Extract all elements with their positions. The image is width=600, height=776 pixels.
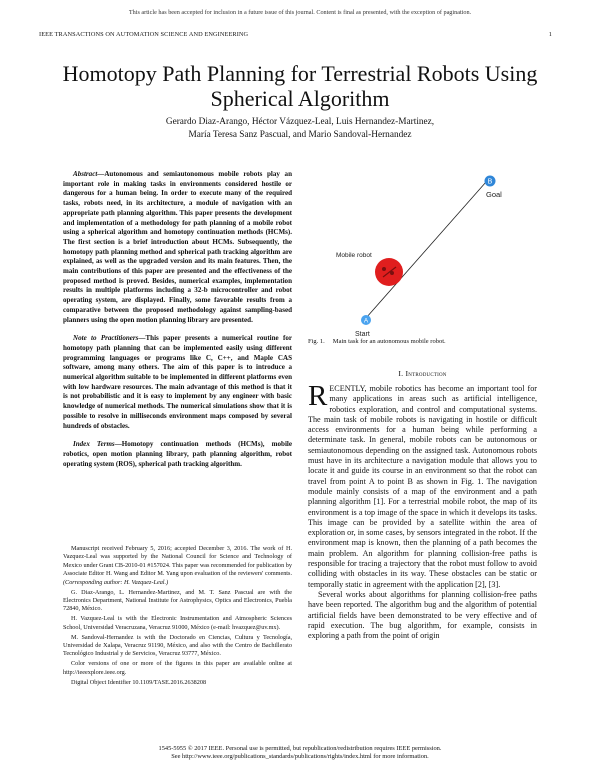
- abstract-label: Abstract: [73, 170, 98, 178]
- start-label: Start: [355, 331, 370, 338]
- caption-label: Fig. 1.: [308, 338, 325, 345]
- goal-marker: B: [487, 178, 493, 186]
- journal-name: IEEE TRANSACTIONS ON AUTOMATION SCIENCE AND ENGINEERING: [39, 31, 249, 38]
- paper-title: Homotopy Path Planning for Terrestrial Robots Using Spherical Algorithm: [62, 61, 538, 111]
- intro-paragraph-1: [308, 380, 537, 590]
- note-text: —This paper presents a numerical routine for homotopy path planning that can be implemented easily using different programming languages or programs like C, C++, and Maple CAS software, among many others. The aim of this paper is to introduce a numerical algorithm suitable to be implemented in different platforms even with low hardware resources. The main advantage of this method is that it is not probabilistic and it is easy to implement by any engineer with basic knowledge of numerical methods. The numerical simulations show that it is possible to resolve in milliseconds environment maps composed by several hundreds of obstacles.: [63, 334, 292, 430]
- note-to-practitioners-paragraph: [63, 334, 292, 431]
- author-line-2: María Teresa Sanz Pascual, and Mario Sandoval-Hernandez: [188, 129, 412, 140]
- copyright-line: 1545-5955 © 2017 IEEE. Personal use is permitted, but republication/redistribution requires IEEE permission.: [158, 745, 442, 752]
- start-marker: A: [363, 317, 369, 325]
- footnote-affiliation-3: M. Sandoval-Hernandez is with the Doctorado en Ciencias, Cultura y Tecnología, Universidad de Xalapa, Veracruz 91190, México, and also with the Centro de Bachillerato Tecnológico Industrial y de Servicios, Veracruz 93777, México.: [63, 633, 292, 658]
- footnote-text: Manuscript received February 5, 2016; accepted December 3, 2016. The work of H. Vazquez-Leal was supported by the National Council for Science and Technology of Mexico under Grant CB-2010-01 #157024. This paper was recommended for publication by Associate Editor H. Wang and Editor M. Yang upon evaluation of the reviewers' comments.: [63, 545, 292, 578]
- abstract-paragraph: [63, 170, 292, 325]
- robot-wheel-icon: [382, 267, 386, 271]
- corresponding-author-note: (Corresponding author: H. Vazquez-Leal.): [63, 578, 169, 586]
- abstract-text: —Autonomous and semiautonomous mobile robots play an important role in making tasks in environments considered hostile or dangerous for a human being. In order to execute many of the required tasks, robots need, in its architecture, a module of navigation with an appropriate path planning algorithm. This paper presents the development and implementation of a methodology for path planning of a mobile robot using a spherical algorithm and homotopy continuation methods (HCMs). The first section is a brief introduction about HCMs. Subsequently, the homotopy path planning method and spherical path tracking algorithm are explained, as well as the upgraded version and its main features. Then, the main contributions of this paper are presented and the effectiveness of the proposed method is proved. Besides, numerical examples, implementation results in multiple platforms including a 32-b microcontroller and robot operating system, are displayed. Finally, some favorable results from a comparative between the proposed methodology against sampling-based planners using the open motion planning library are presented.: [63, 170, 292, 324]
- copyright-notice: [63, 745, 537, 761]
- rights-link-line: See http://www.ieee.org/publications_standards/publications/rights/index.html for more information.: [171, 753, 429, 761]
- goal-label: Goal: [486, 190, 502, 199]
- footnotes-block: [63, 545, 292, 689]
- index-terms-label: Index Terms: [73, 440, 115, 449]
- drop-cap: R: [308, 380, 328, 412]
- footnote-doi: Digital Object Identifier 10.1109/TASE.2016.2638208: [71, 678, 207, 686]
- index-terms-paragraph: [63, 440, 292, 469]
- robot-path-figure: [308, 170, 537, 338]
- figure-1: [308, 170, 537, 338]
- footnote-manuscript: [63, 545, 292, 587]
- note-label: Note to Practitioners: [73, 334, 139, 343]
- author-list: [40, 116, 560, 141]
- introduction-body: [308, 380, 537, 641]
- caption-text: Main task for an autonomous mobile robot.: [332, 338, 446, 345]
- intro-paragraph-2: Several works about algorithms for planning collision-free paths have been reported. The algorithm bug and the algorithm of potential artificial fields have been demonstrated to be very effective and of rapid execution. The bug algorithm, for example, consists in exploring a path from the point of origin: [308, 589, 537, 641]
- abstract-block: [63, 170, 292, 469]
- acceptance-banner: This article has been accepted for inclusion in a future issue of this journal. Content is final as presented, with the exception of pagination.: [128, 9, 472, 16]
- section-heading-text: I. Introduction: [398, 369, 447, 378]
- robot-label: Mobile robot: [336, 252, 372, 259]
- footnote-color-versions: Color versions of one or more of the figures in this paper are available online at http://ieeexplore.ieee.org.: [63, 660, 292, 676]
- running-header: [39, 31, 552, 38]
- intro-paragraph-1-text: ECENTLY, mobile robotics has become an important tool for many applications in areas such as artificial intelligence, robotics exploration, and control and computational systems. The main task of mobile robots is navigating in hostile or difficult access environments for a human being while performing a determinate task. In general, mobile robots can be autonomous or semiautonomous depending on the assigned task. Autonomous robots must have in its architecture a navigation module that allows you to locate it and guide its course in an environment so that the robot can travel from point A to point B as shown in Fig. 1. The navigation module mainly consists of a map of the environment and a path planning algorithm [1]. For a terrestrial mobile robot, the map of its environment is a top image of the space in which it develops its tasks. This image can be provided by a satellite within the area of exploration or, in some cases, by sensors integrated in the robot. If the environment map is known, then the planning of a path becomes the main problem. An algorithm for planning collision-free paths is responsible for tracing a trajectory that the robot must follow to avoid colliding with obstacles in its way. These obstacles can be static or temporally static in agreement with the application [2], [3].: [308, 384, 537, 589]
- section-heading: [308, 369, 537, 378]
- index-terms-text: —Homotopy continuation methods (HCMs), mobile robotics, open motion planning library, path planning algorithm, robot operating system (ROS), spherical path tracking algorithm.: [63, 440, 292, 468]
- path-line: [366, 182, 486, 318]
- footnote-affiliation-1: G. Diaz-Arango, L. Hernandez-Martinez, and M. T. Sanz Pascual are with the Electronics Department, National Institute for Astrophysics, Optics and Electronics, Puebla 72840, México.: [63, 588, 292, 613]
- figure-caption: [308, 338, 537, 347]
- footnote-affiliation-2: H. Vazquez-Leal is with the Electronic Instrumentation and Atmospheric Sciences School, Universidad Veracruzana, Veracruz 91000, México (e-mail: hvazquez@uv.mx).: [63, 615, 292, 631]
- page-number: 1: [548, 31, 552, 38]
- author-line-1: Gerardo Diaz-Arango, Héctor Vázquez-Leal, Luis Hernandez-Martinez,: [165, 117, 435, 127]
